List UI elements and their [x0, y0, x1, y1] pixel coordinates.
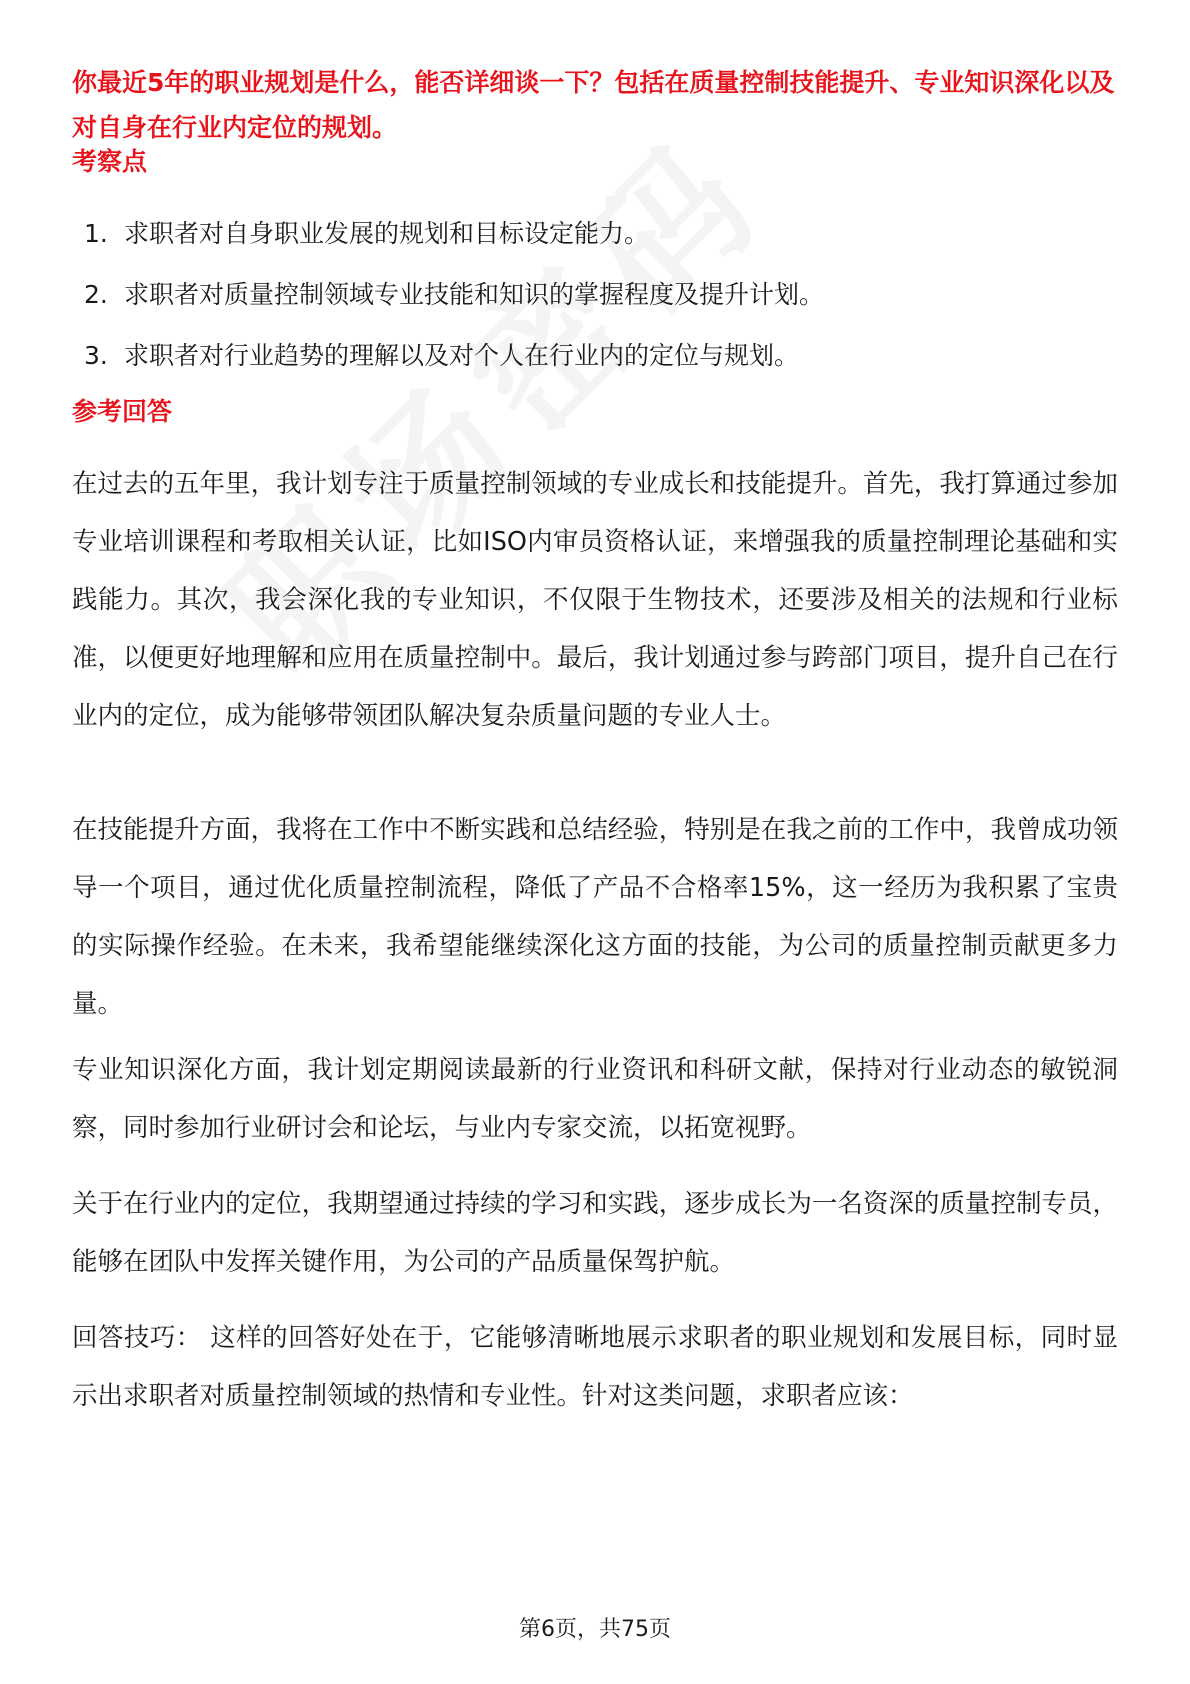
list-number: 2.	[84, 280, 108, 309]
list-text: 求职者对质量控制领域专业技能和知识的掌握程度及提升计划。	[124, 280, 825, 309]
answer-paragraph: 在过去的五年里，我计划专注于质量控制领域的专业成长和技能提升。首先，我打算通过参加专业培训课程和考取相关认证，比如ISO内审员资格认证，来增强我的质量控制理论基础和实践能力。其次，我会深化我的专业知识，不仅限于生物技术，还要涉及相关的法规和行业标准，以便更好地理解和应用在质量控制中。最后，我计划通过参与跨部门项目，提升自己在行业内的定位，成为能够带领团队解决复杂质量问题的专业人士。	[72, 469, 1118, 731]
list-number: 3.	[84, 341, 108, 370]
assessment-list	[84, 215, 1114, 398]
question-heading: 你最近5年的职业规划是什么，能否详细谈一下？包括在质量控制技能提升、专业知识深化以及对自身在行业内定位的规划。	[72, 68, 1115, 142]
list-item	[84, 215, 1114, 276]
list-item	[84, 276, 1114, 337]
answer-paragraph: 专业知识深化方面，我计划定期阅读最新的行业资讯和科研文献，保持对行业动态的敏锐洞察，同时参加行业研讨会和论坛，与业内专家交流，以拓宽视野。	[72, 1055, 1118, 1143]
answer-tip-paragraph: 回答技巧： 这样的回答好处在于，它能够清晰地展示求职者的职业规划和发展目标，同时显示出求职者对质量控制领域的热情和专业性。针对这类问题，求职者应该：	[72, 1323, 1118, 1411]
answer-title: 参考回答	[72, 397, 173, 426]
assessment-title: 考察点	[72, 147, 148, 176]
answer-paragraph: 关于在行业内的定位，我期望通过持续的学习和实践，逐步成长为一名资深的质量控制专员，能够在团队中发挥关键作用，为公司的产品质量保驾护航。	[72, 1189, 1118, 1277]
list-text: 求职者对自身职业发展的规划和目标设定能力。	[124, 219, 650, 248]
list-text: 求职者对行业趋势的理解以及对个人在行业内的定位与规划。	[124, 341, 800, 370]
answer-paragraph: 在技能提升方面，我将在工作中不断实践和总结经验，特别是在我之前的工作中，我曾成功领导一个项目，通过优化质量控制流程，降低了产品不合格率15%，这一经历为我积累了宝贵的实际操作经验。在未来，我希望能继续深化这方面的技能，为公司的质量控制贡献更多力量。	[72, 815, 1118, 1019]
list-item	[84, 337, 1114, 398]
page-footer: 第6页，共75页	[519, 1617, 671, 1642]
list-number: 1.	[84, 219, 108, 248]
